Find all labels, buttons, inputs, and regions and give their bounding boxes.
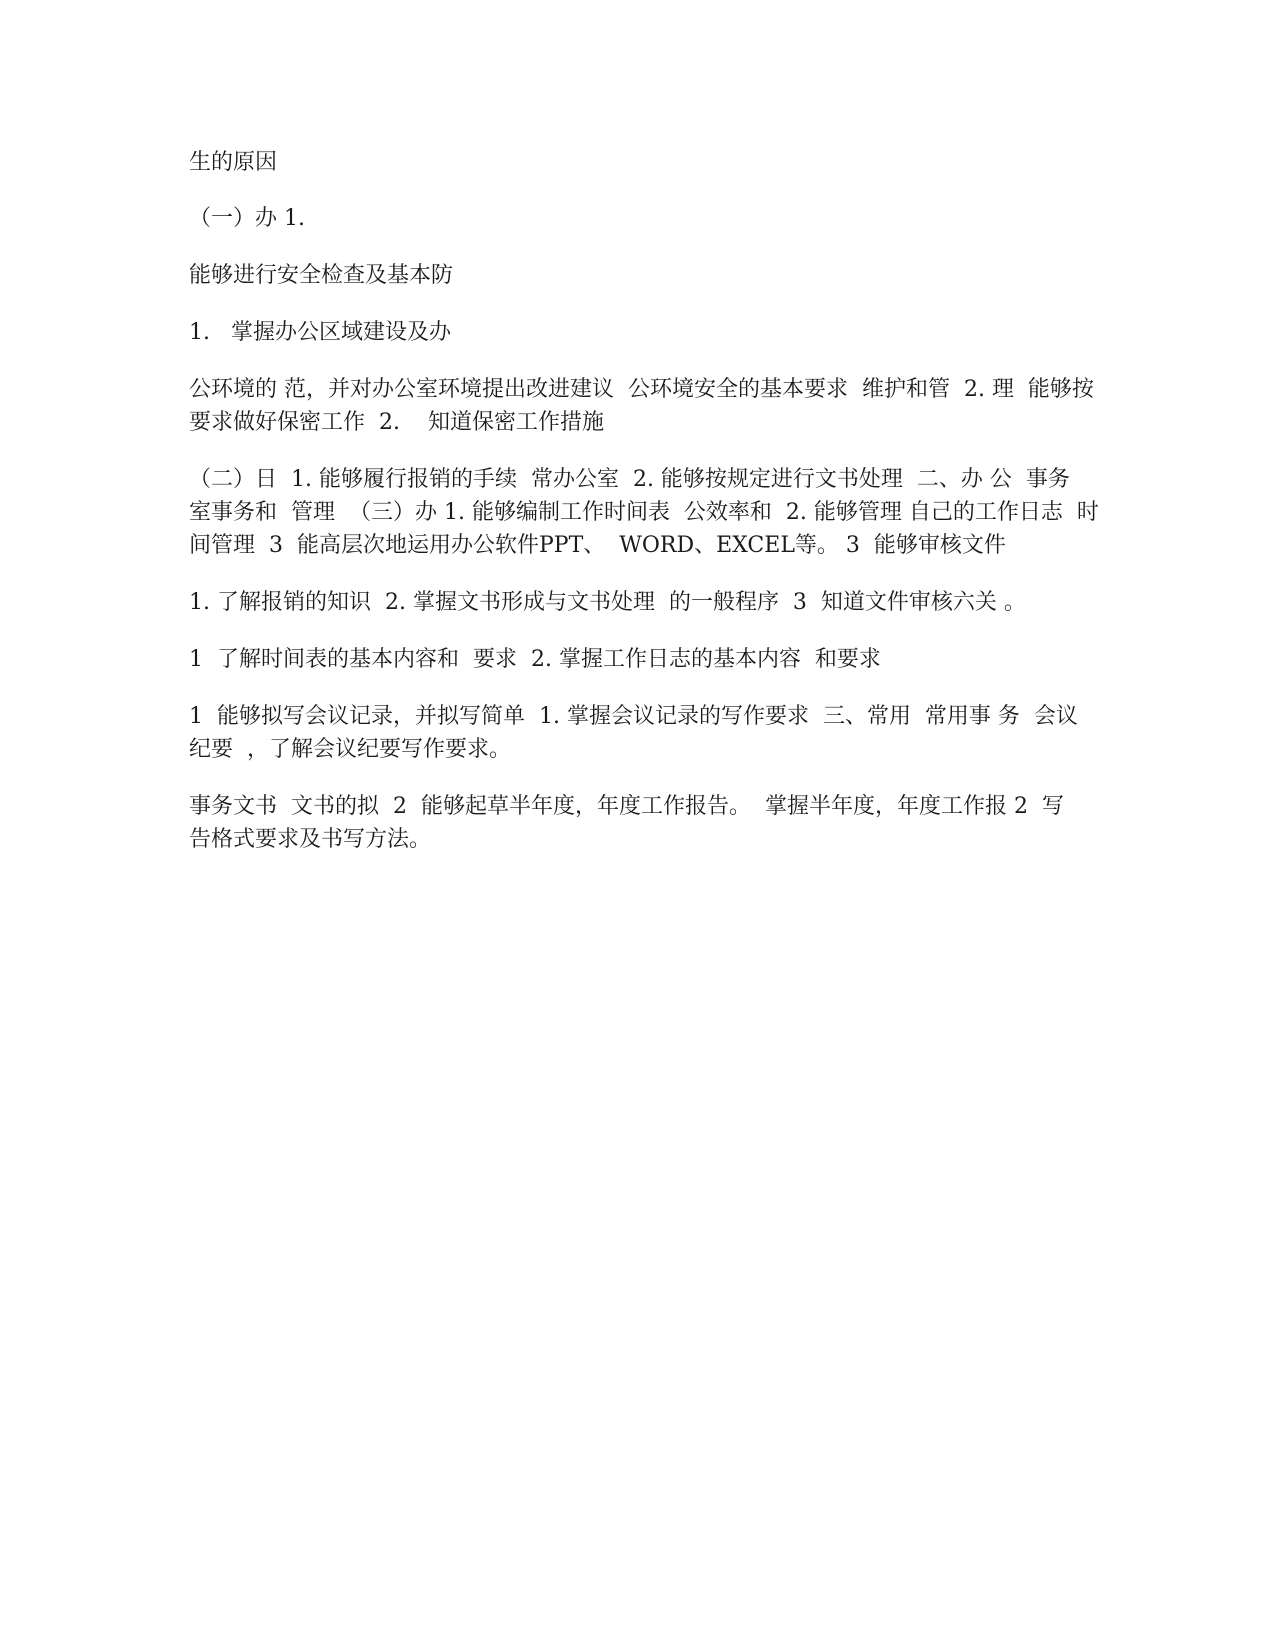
paragraph-6: （二）日 1. 能够履行报销的手续 常办公室 2. 能够按规定进行文书处理 二、办 公 事务 室事务和 管理 （三）办 1. 能够编制工作时间表 公效率和 2. 能够管理 自己的工作日志 时间管理 3 能高层次地运用办公软件PPT、 WORD、EXCEL等。 3 能够审核文件	[189, 467, 1099, 558]
paragraph-5: 公环境的 范，并对办公室环境提出改进建议 公环境安全的基本要求 维护和管 2. 理 能够按要求做好保密工作 2. 知道保密工作措施	[189, 377, 1094, 435]
paragraph-9: 1 能够拟写会议记录，并拟写简单 1. 掌握会议记录的写作要求 三、常用 常用事 务 会议纪要 ，了解会议纪要写作要求。	[189, 704, 1078, 762]
document-body	[189, 146, 1099, 880]
paragraph-8: 1 了解时间表的基本内容和 要求 2. 掌握工作日志的基本内容 和要求	[189, 647, 881, 672]
paragraph-1: 生的原因	[189, 150, 278, 175]
paragraph-10: 事务文书 文书的拟 2 能够起草半年度，年度工作报告。 掌握半年度，年度工作报 2 写 告格式要求及书写方法。	[189, 794, 1078, 852]
paragraph-3: 能够进行安全检查及基本防	[189, 263, 454, 288]
paragraph-4: 1. 掌握办公区域建设及办	[189, 320, 451, 345]
paragraph-2: （一）办 1.	[189, 206, 305, 231]
paragraph-7: 1. 了解报销的知识 2. 掌握文书形成与文书处理 的一般程序 3 知道文件审核六关 。	[189, 590, 1026, 615]
